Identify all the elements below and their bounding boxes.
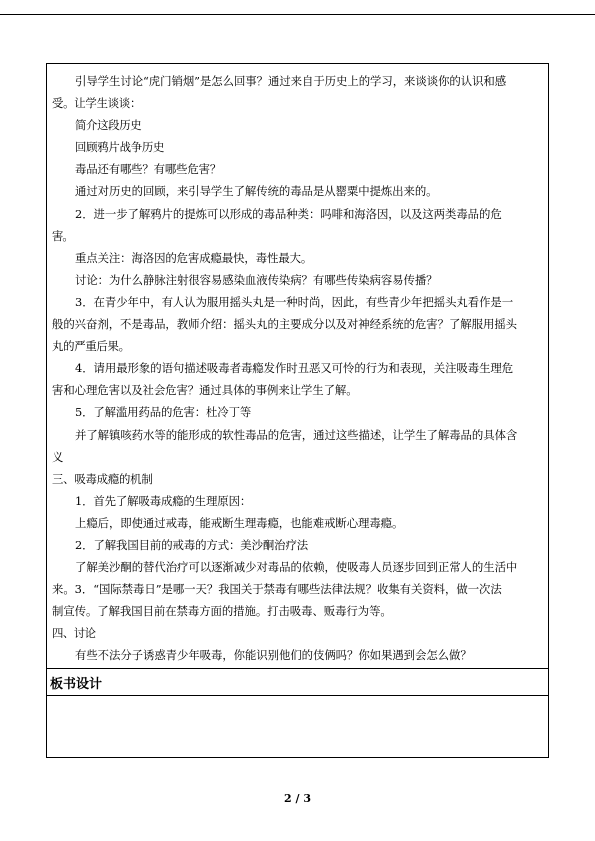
section-heading: 四、讨论 — [52, 626, 96, 641]
paragraph-line: 丸的严重后果。 — [52, 339, 130, 354]
paragraph-line: 引导学生讨论“虎门销烟”是怎么回事？通过来自于历史上的学习，来谈谈你的认识和感 — [75, 74, 507, 88]
section-heading: 三、吸毒成瘾的机制 — [52, 471, 153, 486]
paragraph-line: 讨论：为什么静脉注射很容易感染血液传染病？有哪些传染病容易传播？ — [75, 272, 438, 287]
page-number: 2 / 3 — [284, 792, 311, 805]
row-divider — [46, 695, 549, 696]
paragraph-line: 制宣传。了解我国目前在禁毒方面的措施。打击吸毒、贩毒行为等。 — [52, 604, 392, 619]
paragraph-line: 4．请用最形象的语句描述吸毒者毒瘾发作时丑恶又可怜的行为和表现，关注吸毒生理危 — [75, 361, 514, 376]
paragraph-line: 般的兴奋剂，不是毒品，教师介绍：摇头丸的主要成分以及对神经系统的危害？了解服用摇头 — [52, 317, 518, 332]
row-divider — [46, 668, 549, 669]
paragraph-line: 2．进一步了解鸦片的提炼可以形成的毒品种类：吗啡和海洛因，以及这两类毒品的危 — [75, 206, 502, 221]
paragraph-line: 害和心理危害以及社会危害？通过具体的事例来让学生了解。 — [52, 383, 358, 398]
paragraph-line: 回顾鸦片战争历史 — [75, 140, 165, 155]
paragraph-line: 通过对历史的回顾，来引导学生了解传统的毒品是从罂粟中提炼出来的。 — [75, 184, 438, 199]
paragraph-line: 重点关注：海洛因的危害成瘾最快，毒性最大。 — [75, 250, 313, 265]
lesson-body — [52, 70, 544, 667]
paragraph-line: 并了解镇咳药水等的能形成的软性毒品的危害，通过这些描述，让学生了解毒品的具体含 — [75, 427, 518, 442]
paragraph-line: 了解美沙酮的替代治疗可以逐渐减少对毒品的依赖，使吸毒人员逐步回到正常人的生活中 — [75, 560, 518, 575]
paragraph-line: 上瘾后，即使通过戒毒，能戒断生理毒瘾，也能难戒断心理毒瘾。 — [75, 515, 404, 530]
paragraph-line: 1．首先了解吸毒成瘾的生理原因： — [75, 493, 252, 508]
paragraph-line: 有些不法分子诱惑青少年吸毒，你能识别他们的伎俩吗？你如果遇到会怎么做？ — [75, 648, 472, 663]
paragraph-line: 受。让学生谈谈： — [52, 96, 142, 111]
board-design-heading: 板书设计 — [50, 677, 103, 692]
header-rule — [0, 14, 595, 15]
paragraph-line: 简介这段历史 — [75, 118, 142, 133]
paragraph-line: 2．了解我国目前的戒毒的方式：美沙酮治疗法 — [75, 537, 309, 552]
paragraph-line: 3．在青少年中，有人认为服用摇头丸是一种时尚，因此，有些青少年把摇头丸看作是一 — [75, 294, 514, 309]
paragraph-line: 5．了解滥用药品的危害：杜冷丁等 — [75, 405, 252, 420]
paragraph-line: 害。 — [52, 228, 73, 243]
paragraph-line: 义 — [52, 449, 62, 464]
paragraph-line: 毒品还有哪些？有哪些危害？ — [75, 162, 222, 177]
paragraph-line: 来。3．“国际禁毒日”是哪一天？我国关于禁毒有哪些法律法规？收集有关资料，做一次法 — [52, 582, 502, 597]
